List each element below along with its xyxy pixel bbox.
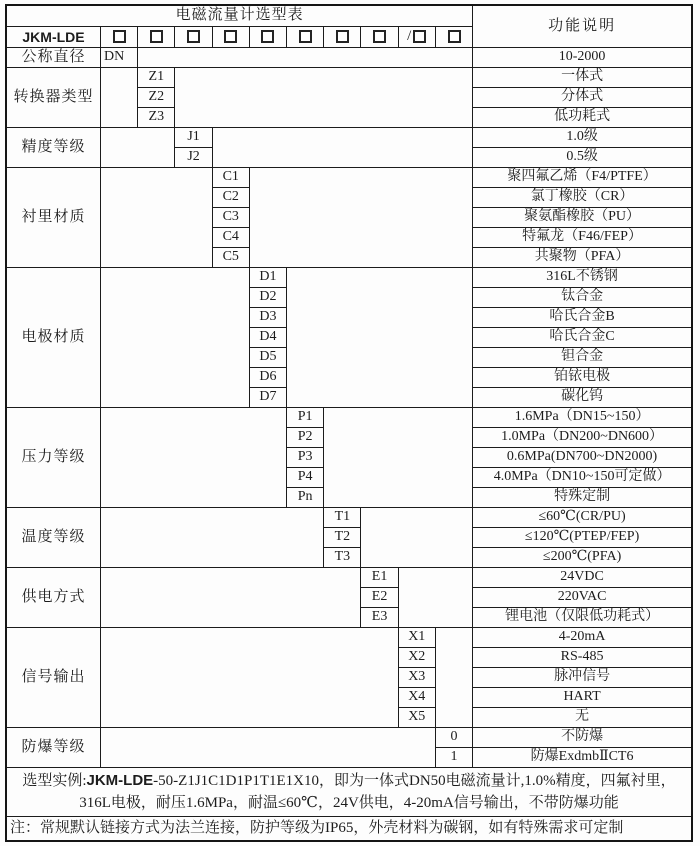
code-cell: D6	[249, 368, 286, 388]
desc-cell: 1.6MPa（DN15~150）	[473, 408, 692, 428]
desc-cell: ≤200℃(PFA)	[473, 548, 692, 568]
selection-example	[6, 768, 692, 817]
code-cell: X1	[398, 628, 435, 648]
desc-cell: 不防爆	[473, 728, 692, 748]
desc-cell: 220VAC	[473, 588, 692, 608]
desc-cell: 哈氏合金B	[473, 308, 692, 328]
spacer-cell	[101, 508, 324, 568]
code-cell: E3	[361, 608, 398, 628]
checkbox-icon	[336, 30, 349, 43]
code-cell: X5	[398, 708, 435, 728]
slash-mark: /	[407, 28, 412, 45]
desc-cell: 24VDC	[473, 568, 692, 588]
function-header: 功能说明	[473, 5, 692, 48]
spacer-cell	[101, 68, 138, 128]
code-cell: 1	[435, 748, 472, 768]
spacer-cell	[398, 568, 473, 628]
code-cell: C1	[212, 168, 249, 188]
code-cell: C5	[212, 248, 249, 268]
desc-cell: 4.0MPa（DN10~150可定做）	[473, 468, 692, 488]
note-text: 注：常规默认链接方式为法兰连接，防护等级为IP65，外壳材料为碳钢，如有特殊需求可定制	[6, 817, 692, 842]
desc-cell: 碳化钨	[473, 388, 692, 408]
checkbox-icon	[150, 30, 163, 43]
group-label-pressure: 压力等级	[6, 408, 101, 508]
checkbox-icon	[448, 30, 461, 43]
desc-cell: RS-485	[473, 648, 692, 668]
spacer-cell	[101, 628, 399, 728]
model-code-box-6	[287, 27, 324, 48]
checkbox-icon	[261, 30, 274, 43]
code-cell: D3	[249, 308, 286, 328]
checkbox-icon	[413, 30, 426, 43]
code-cell: P3	[287, 448, 324, 468]
model-code-box-7	[324, 27, 361, 48]
desc-cell: 4-20mA	[473, 628, 692, 648]
group-label-signal: 信号输出	[6, 628, 101, 728]
desc-cell: 锂电池（仅限低功耗式）	[473, 608, 692, 628]
desc-cell: HART	[473, 688, 692, 708]
desc-cell: 铂铱电极	[473, 368, 692, 388]
code-cell: P1	[287, 408, 324, 428]
code-cell: T3	[324, 548, 361, 568]
group-label-liner: 衬里材质	[6, 168, 101, 268]
code-cell: J1	[175, 128, 212, 148]
group-label-converter: 转换器类型	[6, 68, 101, 128]
spacer-cell	[287, 268, 473, 408]
model-code-box-8	[361, 27, 398, 48]
desc-cell: 特殊定制	[473, 488, 692, 508]
desc-cell: 聚四氟乙烯（F4/PTFE）	[473, 168, 692, 188]
code-cell: X2	[398, 648, 435, 668]
desc-cell: 特氟龙（F46/FEP）	[473, 228, 692, 248]
model-code-box-9	[398, 27, 435, 48]
model-code-box-5	[249, 27, 286, 48]
code-cell: Z3	[138, 108, 175, 128]
desc-cell: 1.0MPa（DN200~DN600）	[473, 428, 692, 448]
desc-cell: 钛合金	[473, 288, 692, 308]
spacer-cell	[101, 168, 213, 268]
checkbox-icon	[224, 30, 237, 43]
desc-cell: 316L不锈钢	[473, 268, 692, 288]
code-cell: D5	[249, 348, 286, 368]
group-label-power: 供电方式	[6, 568, 101, 628]
code-cell: P2	[287, 428, 324, 448]
model-code-box-1	[101, 27, 138, 48]
group-label-electrode: 电极材质	[6, 268, 101, 408]
desc-cell: ≤120℃(PTEP/FEP)	[473, 528, 692, 548]
model-prefix: JKM-LDE	[6, 27, 101, 48]
code-cell: C3	[212, 208, 249, 228]
model-code-box-3	[175, 27, 212, 48]
spacer-cell	[138, 48, 473, 68]
code-cell: X3	[398, 668, 435, 688]
example-model-bold: JKM-LDE	[86, 771, 154, 789]
table-title: 电磁流量计选型表	[6, 5, 473, 27]
spacer-cell	[435, 628, 472, 728]
spacer-cell	[101, 568, 361, 628]
group-label-accuracy: 精度等级	[6, 128, 101, 168]
code-cell: C2	[212, 188, 249, 208]
spacer-cell	[101, 728, 436, 768]
desc-cell: 哈氏合金C	[473, 328, 692, 348]
desc-cell: 共聚物（PFA）	[473, 248, 692, 268]
code-cell: D4	[249, 328, 286, 348]
code-cell: J2	[175, 148, 212, 168]
checkbox-icon	[373, 30, 386, 43]
code-cell: D7	[249, 388, 286, 408]
spacer-cell	[101, 268, 250, 408]
selection-table	[5, 4, 693, 842]
spacer-cell	[249, 168, 472, 268]
code-cell: T1	[324, 508, 361, 528]
group-label-explosionproof: 防爆等级	[6, 728, 101, 768]
code-cell: C4	[212, 228, 249, 248]
example-prefix: 选型实例:	[22, 772, 87, 789]
desc-cell: 1.0级	[473, 128, 692, 148]
model-code-box-10	[435, 27, 472, 48]
group-label-temperature: 温度等级	[6, 508, 101, 568]
spacer-cell	[324, 408, 473, 508]
code-cell: Z1	[138, 68, 175, 88]
spacer-cell	[101, 128, 175, 168]
code-cell: E1	[361, 568, 398, 588]
spacer-cell	[361, 508, 473, 568]
code-cell: 0	[435, 728, 472, 748]
group-label-diameter: 公称直径	[6, 48, 101, 68]
code-cell: P4	[287, 468, 324, 488]
model-code-box-2	[138, 27, 175, 48]
desc-cell: 分体式	[473, 88, 692, 108]
code-cell: D2	[249, 288, 286, 308]
checkbox-icon	[187, 30, 200, 43]
code-cell: T2	[324, 528, 361, 548]
spacer-cell	[175, 68, 473, 128]
desc-cell: 无	[473, 708, 692, 728]
example-rest: -50-Z1J1C1D1P1T1E1X10，即为一体式DN50电磁流量计,1.0%精度，四氟衬里，	[153, 772, 676, 789]
model-code-box-4	[212, 27, 249, 48]
code-cell: E2	[361, 588, 398, 608]
desc-cell: 氯丁橡胶（CR）	[473, 188, 692, 208]
desc-cell: 钽合金	[473, 348, 692, 368]
desc-cell: 聚氨酯橡胶（PU）	[473, 208, 692, 228]
code-cell: Z2	[138, 88, 175, 108]
spacer-cell	[212, 128, 473, 168]
checkbox-icon	[113, 30, 126, 43]
example-line2: 316L电极，耐压1.6MPa，耐温≤60℃，24V供电，4-20mA信号输出，不带防爆功能	[79, 794, 619, 811]
desc-cell: 防爆ExdmbⅡCT6	[473, 748, 692, 768]
spacer-cell	[101, 408, 287, 508]
desc-cell: ≤60℃(CR/PU)	[473, 508, 692, 528]
desc-cell: 0.5级	[473, 148, 692, 168]
code-cell: DN	[101, 48, 138, 68]
desc-cell: 0.6MPa(DN700~DN2000)	[473, 448, 692, 468]
desc-cell: 一体式	[473, 68, 692, 88]
desc-cell: 脉冲信号	[473, 668, 692, 688]
desc-cell: 10-2000	[473, 48, 692, 68]
code-cell: X4	[398, 688, 435, 708]
desc-cell: 低功耗式	[473, 108, 692, 128]
code-cell: D1	[249, 268, 286, 288]
code-cell: Pn	[287, 488, 324, 508]
checkbox-icon	[299, 30, 312, 43]
